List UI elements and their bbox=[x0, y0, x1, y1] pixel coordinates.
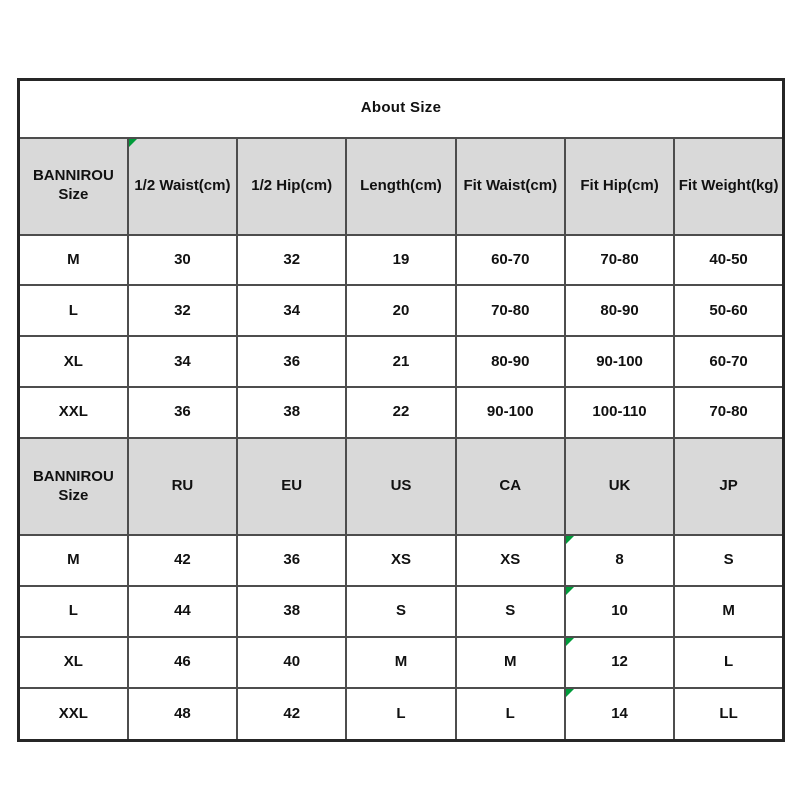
value-cell: 40 bbox=[237, 637, 346, 688]
table-row bbox=[19, 688, 784, 740]
value-cell: XS bbox=[456, 535, 565, 586]
size-table-body bbox=[19, 80, 784, 741]
value-cell: 10 bbox=[565, 586, 674, 637]
header-cell: UK bbox=[565, 438, 674, 535]
size-cell: M bbox=[19, 235, 128, 286]
value-cell: 36 bbox=[237, 535, 346, 586]
value-cell: 34 bbox=[237, 285, 346, 336]
value-cell: L bbox=[456, 688, 565, 740]
header-cell: Fit Waist(cm) bbox=[456, 138, 565, 235]
size-cell: L bbox=[19, 586, 128, 637]
size-cell: L bbox=[19, 285, 128, 336]
value-cell: 90-100 bbox=[456, 387, 565, 438]
value-cell: LL bbox=[674, 688, 783, 740]
value-cell: L bbox=[674, 637, 783, 688]
header-cell: Fit Hip(cm) bbox=[565, 138, 674, 235]
value-cell: S bbox=[456, 586, 565, 637]
header-cell: BANNIROU Size bbox=[19, 438, 128, 535]
value-cell: 19 bbox=[346, 235, 455, 286]
size-table bbox=[17, 78, 785, 742]
size-cell: M bbox=[19, 535, 128, 586]
header-cell: EU bbox=[237, 438, 346, 535]
header-cell: 1/2 Hip(cm) bbox=[237, 138, 346, 235]
value-cell: 30 bbox=[128, 235, 237, 286]
value-cell: L bbox=[346, 688, 455, 740]
value-cell: 42 bbox=[128, 535, 237, 586]
value-cell: S bbox=[346, 586, 455, 637]
value-cell: 34 bbox=[128, 336, 237, 387]
cell-flag-icon bbox=[566, 587, 574, 595]
cell-flag-icon bbox=[566, 689, 574, 697]
value-cell: 14 bbox=[565, 688, 674, 740]
value-cell: 8 bbox=[565, 535, 674, 586]
header-cell: BANNIROU Size bbox=[19, 138, 128, 235]
value-cell: XS bbox=[346, 535, 455, 586]
cell-flag-icon bbox=[566, 638, 574, 646]
value-cell: M bbox=[456, 637, 565, 688]
value-cell: 38 bbox=[237, 586, 346, 637]
value-cell: 12 bbox=[565, 637, 674, 688]
cell-flag-icon bbox=[129, 139, 137, 147]
table-row bbox=[19, 586, 784, 637]
header-cell: Length(cm) bbox=[346, 138, 455, 235]
value-cell: 70-80 bbox=[456, 285, 565, 336]
value-cell: 80-90 bbox=[565, 285, 674, 336]
header-cell: US bbox=[346, 438, 455, 535]
value-cell: 32 bbox=[128, 285, 237, 336]
value-cell: 70-80 bbox=[674, 387, 783, 438]
value-cell: M bbox=[346, 637, 455, 688]
size-cell: XL bbox=[19, 336, 128, 387]
size-cell: XXL bbox=[19, 387, 128, 438]
value-cell: 60-70 bbox=[674, 336, 783, 387]
value-cell: 50-60 bbox=[674, 285, 783, 336]
size-cell: XL bbox=[19, 637, 128, 688]
value-cell: 100-110 bbox=[565, 387, 674, 438]
value-cell: 32 bbox=[237, 235, 346, 286]
value-cell: 36 bbox=[237, 336, 346, 387]
value-cell: 70-80 bbox=[565, 235, 674, 286]
value-cell: 42 bbox=[237, 688, 346, 740]
value-cell: 60-70 bbox=[456, 235, 565, 286]
value-cell: 90-100 bbox=[565, 336, 674, 387]
table-row bbox=[19, 637, 784, 688]
table-row bbox=[19, 387, 784, 438]
value-cell: 36 bbox=[128, 387, 237, 438]
table-row bbox=[19, 235, 784, 286]
header-row-international-sizes bbox=[19, 438, 784, 535]
value-cell: 40-50 bbox=[674, 235, 783, 286]
table-row bbox=[19, 336, 784, 387]
page-title: About Size bbox=[19, 80, 784, 138]
value-cell: 80-90 bbox=[456, 336, 565, 387]
value-cell: 46 bbox=[128, 637, 237, 688]
table-row bbox=[19, 535, 784, 586]
value-cell: 48 bbox=[128, 688, 237, 740]
header-cell: Fit Weight(kg) bbox=[674, 138, 783, 235]
title-row bbox=[19, 80, 784, 138]
header-cell: JP bbox=[674, 438, 783, 535]
value-cell: M bbox=[674, 586, 783, 637]
value-cell: 38 bbox=[237, 387, 346, 438]
header-cell: CA bbox=[456, 438, 565, 535]
value-cell: 22 bbox=[346, 387, 455, 438]
header-cell: RU bbox=[128, 438, 237, 535]
value-cell: S bbox=[674, 535, 783, 586]
table-row bbox=[19, 285, 784, 336]
value-cell: 21 bbox=[346, 336, 455, 387]
value-cell: 20 bbox=[346, 285, 455, 336]
cell-flag-icon bbox=[566, 536, 574, 544]
size-cell: XXL bbox=[19, 688, 128, 740]
header-cell: 1/2 Waist(cm) bbox=[128, 138, 237, 235]
header-row-measurements-cm bbox=[19, 138, 784, 235]
value-cell: 44 bbox=[128, 586, 237, 637]
